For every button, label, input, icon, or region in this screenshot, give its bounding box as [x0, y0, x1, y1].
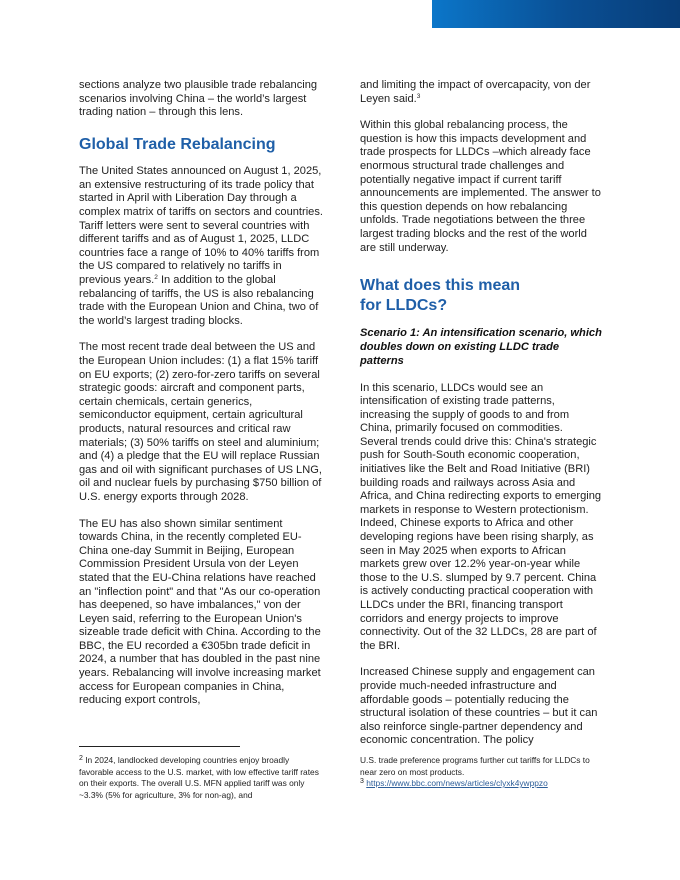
- paragraph-chinese-supply: Increased Chinese supply and engagement can provide much-needed infrastructure and affordable goods – potentially reducing the structural isolation of these countries – but it can also reinforce single-partner dependency and economic concentration. The policy: [360, 666, 598, 747]
- paragraph-overcapacity: [360, 79, 602, 106]
- paragraph-intensification: In this scenario, LLDCs would see an intensification of existing trade patterns, increasing the supply of goods to and from China, primarily focused on commodities. Several trends could drive this: China's strategic push for South-South economic cooperation, initiatives like the Belt and Road Initiative (BRI) building roads and railways across Asia and Africa, and China redirecting exports to emerging markets in response to Western protectionism. Indeed, Chinese exports to Africa and other developing regions have been rising sharply, as seen in May 2025 when exports to African markets grew over 12.2% year-on-year while those to the U.S. slumped by 9.7 percent. China is actively conducting practical cooperation with LLDCs under the BRI, financing transport corridors and energy projects to improve connectivity. Out of the 32 LLDCs, 28 are part of the BRI.: [360, 381, 602, 652]
- header-accent-bar: [432, 0, 680, 28]
- paragraph-text: and limiting the impact of overcapacity, von der Leyen said.: [360, 79, 591, 105]
- footnote-2-continued: U.S. trade preference programs further cut tariffs for LLDCs to near zero on most products.: [360, 755, 590, 777]
- footnote-ref-2: 2: [154, 274, 158, 282]
- footnote-3-link[interactable]: https://www.bbc.com/news/articles/clyxk4ywppzo: [366, 778, 548, 789]
- section-heading-global-trade: Global Trade Rebalancing: [79, 135, 276, 153]
- heading-line: What does this mean: [360, 277, 521, 295]
- footnote-number: 3: [360, 778, 364, 786]
- footnote-ref-3: 3: [416, 92, 421, 100]
- footnote-number: 2: [79, 755, 83, 762]
- left-column: [79, 79, 324, 708]
- paragraph-text: In addition to the global rebalancing of tariffs, the US is also rebalancing trade with the European Union and China, two of the world’s largest trading blocks.: [79, 274, 319, 327]
- paragraph-eu-china: The EU has also shown similar sentiment towards China, in the recently completed EU-China one-day Summit in Beijing, European Commission President Ursula von der Leyen stated that the EU-China relations have reached an "inflection point" and that "As our co-operation has deepened, so have imbalances," von der Leyen said, referring to the European Union's sizeable trade deficit with China. According to the BBC, the EU recorded a €305bn trade deficit in 2024, a number that has doubled in the past nine years. Rebalancing will involve increasing market access for European companies in China, reducing export controls,: [79, 517, 321, 707]
- intro-paragraph: sections analyze two plausible trade rebalancing scenarios involving China – the world’s largest trading nation – through this lens.: [79, 79, 318, 119]
- paragraph-us-tariffs: [79, 165, 324, 328]
- footnote-text: In 2024, landlocked developing countries enjoy broadly favorable access to the U.S. market, with low effective tariff rates on their exports. The overall U.S. MFN applied tariff was only ~3.3% (5% for agriculture, 3% for non-ag), and: [79, 755, 319, 800]
- footnote-divider: [79, 746, 240, 747]
- footnote-2: [79, 755, 324, 801]
- paragraph-us-eu-deal: The most recent trade deal between the US and the European Union includes: (1) a flat 15% tariff on EU exports; (2) zero-for-zero tariffs on several strategic goods: aircraft and component parts, certain chemicals, certain generics, semiconductor equipment, certain agricultural products, natural resources and critical raw materials; (3) 50% tariffs on steel and aluminium; and (4) a pledge that the EU will replace Russian gas and oil with significant purchases of US LNG, oil and nuclear fuels by purchasing $750 billion of U.S. energy exports through 2028.: [79, 341, 322, 503]
- footnotes-right: [360, 755, 608, 790]
- right-column: [360, 79, 602, 748]
- heading-line: for LLDCs?: [360, 296, 448, 314]
- section-heading-lldcs: [360, 276, 602, 315]
- scenario-1-title: Scenario 1: An intensification scenario, which doubles down on existing LLDC trade patterns: [360, 327, 602, 367]
- paragraph-rebalancing-process: Within this global rebalancing process, the question is how this impacts development and trade prospects for LLDCs –which already face enormous structural trade challenges and potentially negative impact if current tariff announcements are implemented. The answer to this question depends on how rebalancing unfolds. Trade negotiations between the three largest trading blocks and the rest of the world are still underway.: [360, 119, 601, 254]
- paragraph-text: The United States announced on August 1, 2025, an extensive restructuring of its trade policy that started in April with Liberation Day through a complex matrix of tariffs on sectors and countries. Tariff letters were sent to several countries with different tariffs and as of August 1, 2025, LLDC countries face a range of 10% to 40% tariffs from the US compared to relatively no tariffs in previous years.: [79, 165, 323, 287]
